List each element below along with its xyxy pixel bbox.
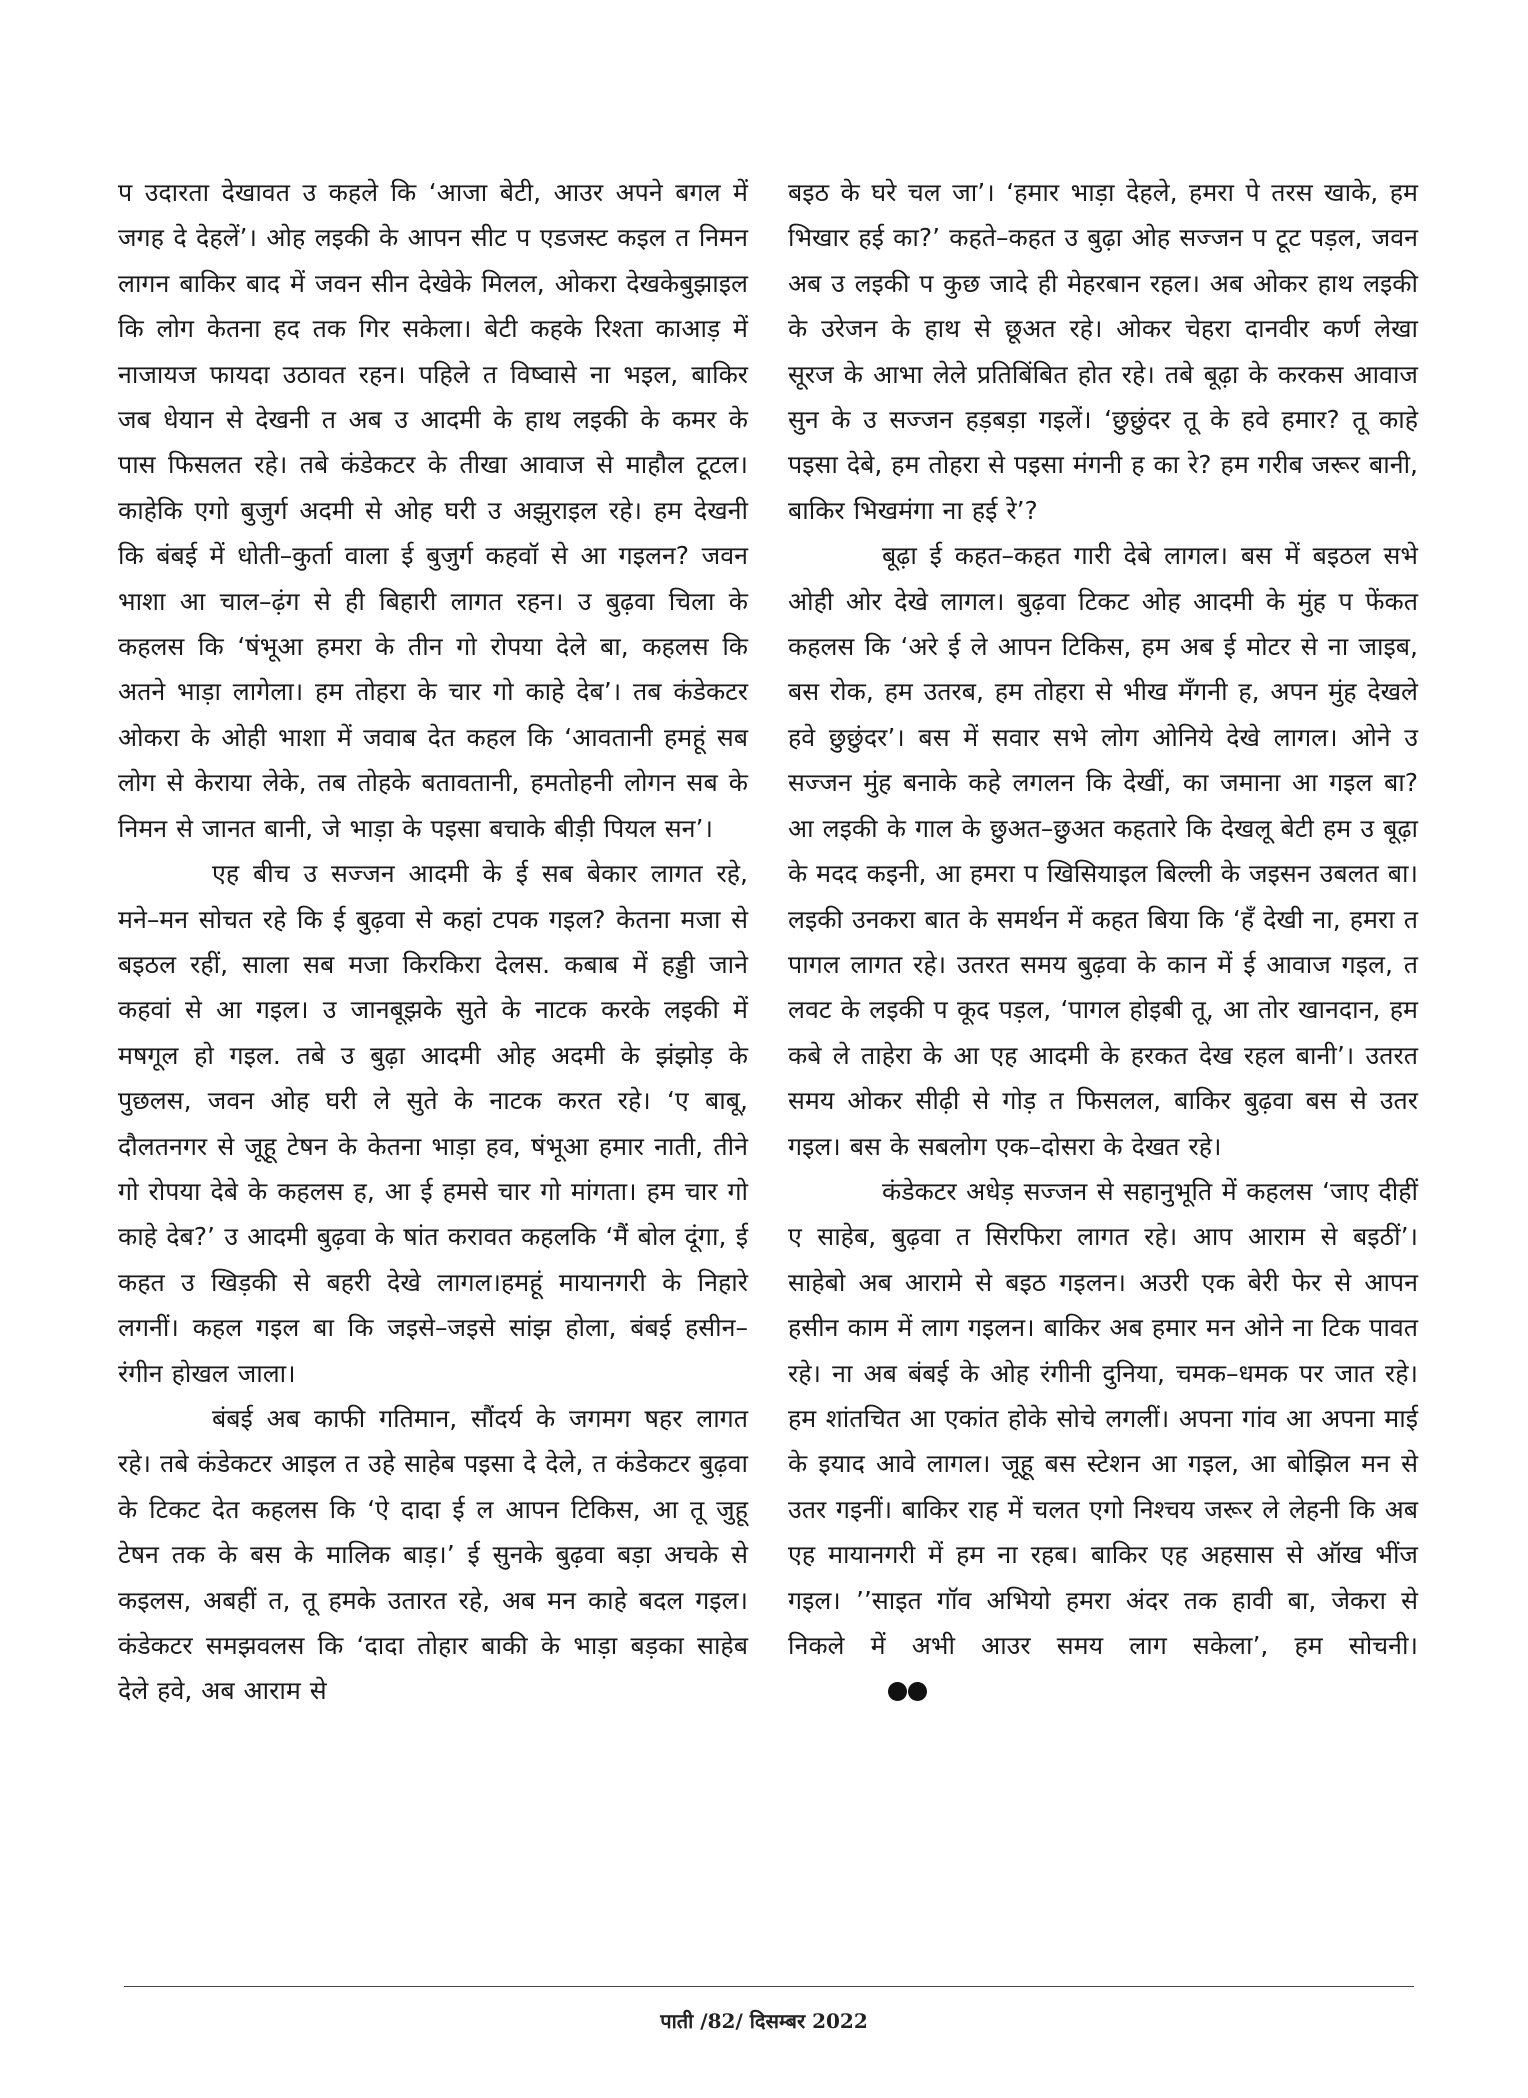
right-column (788, 170, 1418, 1714)
paragraph: बंबई अब काफी गतिमान, सौंदर्य के जगमग षहर लागत रहे। तबे कंडेकटर आइल त उहे साहेब पइसा दे देले, त कंडेकटर बुढ़वा के टिकट देत कहलस कि ‘ऐ दादा ई ल आपन टिकिस, आ तू जुहू टेषन तक के बस के मालिक बाड़।’ ई सुनके बुढ़वा बड़ा अचके से कइलस, अबहीं त, तू हमके उतारत रहे, अब मन काहे बदल गइल। कंडेकटर समझवलस कि ‘दादा तोहार बाकी के भाड़ा बड़का साहेब देले हवे, अब आराम से (118, 1403, 748, 1706)
paragraph: बूढ़ा ई कहत–कहत गारी देबे लागल। बस में बइठल सभे ओही ओर देखे लागल। बुढ़वा टिकट ओह आदमी के मुंह प फेंकत कहलस कि ‘अरे ई ले आपन टिकिस, हम अब ई मोटर से ना जाइब, बस रोक, हम उतरब, हम तोहरा से भीख मँगनी ह, अपन मुंह देखले हवे छुछुंदर’। बस में सवार सभे लोग ओनिये देखे लागल। ओने उ सज्जन मुंह बनाके कहे लगलन कि देखीं, का जमाना आ गइल बा? आ लइकी के गाल के छुअत–छुअत कहतारे कि देखलू बेटी हम उ बूढ़ा के मदद कइनी, आ हमरा प खिसियाइल बिल्ली के जइसन उबलत बा। लइकी उनकरा बात के समर्थन में कहत बिया कि ‘हँ देखी ना, हमरा त पागल लागत रहे। उतरत समय बुढ़वा के कान में ई आवाज गइल, त लवट के लइकी प कूद पड़ल, ‘पागल होइबी तू, आ तोर खानदान, हम कबे ले ताहेरा के आ एह आदमी के हरकत देख रहल बानी’। उतरत समय ओकर सीढ़ी से गोड़ त फिसलल, बाकिर बुढ़वा बस से उतर गइल। बस के सबलोग एक–दोसरा के देखत रहे। (788, 541, 1418, 1161)
paragraph: एह बीच उ सज्जन आदमी के ई सब बेकार लागत रहे, मने–मन सोचत रहे कि ई बुढ़वा से कहां टपक गइल? केतना मजा से बइठल रहीं, साला सब मजा किरकिरा देलस. कबाब में हड्डी जाने कहवां से आ गइल। उ जानबूझके सुते के नाटक करके लइकी में मषगूल हो गइल. तबे उ बुढ़ा आदमी ओह अदमी के झंझोड़ के पुछलस, जवन ओह घरी ले सुते के नाटक करत रहे। ‘ए बाबू, दौलतनगर से जूहू टेषन के केतना भाड़ा हव, षंभूआ हमार नाती, तीने गो रोपया देबे के कहलस ह, आ ई हमसे चार गो मांगता। हम चार गो काहे देब?’ उ आदमी बुढ़वा के षांत करावत कहलकि ‘मैं बोल दूंगा, ई कहत उ खिड़की से बहरी देखे लागल।हमहूं मायानगरी के निहारे लगनीं। कहल गइल बा कि जइसे–जइसे सांझ होला, बंबई हसीन–रंगीन होखल जाला। (118, 859, 748, 1388)
paragraph-last (788, 1169, 1418, 1714)
paragraph: बइठ के घरे चल जा’। ‘हमार भाड़ा देहले, हमरा पे तरस खाके, हम भिखार हई का?’ कहते–कहत उ बुढ़ा ओह सज्जन प टूट पड़ल, जवन अब उ लइकी प कुछ जादे ही मेहरबान रहल। अब ओकर हाथ लइकी के उरेजन के हाथ से छूअत रहे। ओकर चेहरा दानवीर कर्ण लेखा सूरज के आभा लेले प्रतिबिंबित होत रहे। तबे बूढ़ा के करकस आवाज सुन के उ सज्जन हड़बड़ा गइलें। ‘छुछुंदर तू के हवे हमार? तू काहे पइसा देबे, हम तोहरा से पइसा मंगनी ह का रे? हम गरीब जरूर बानी, बाकिर भिखमंगा ना हई रे’? (788, 178, 1418, 525)
left-column (118, 170, 748, 1714)
page-footer: पाती /82/ दिसम्बर 2022 (660, 2009, 868, 2033)
paragraph: प उदारता देखावत उ कहले कि ‘आजा बेटी, आउर अपने बगल में जगह दे देहलें’। ओह लइकी के आपन सीट प एडजस्ट कइल त निमन लागन बाकिर बाद में जवन सीन देखेके मिलल, ओकरा देखकेबुझाइल कि लोग केतना हद तक गिर सकेला। बेटी कहके रिश्ता काआड़ में नाजायज फायदा उठावत रहन। पहिले त विष्वासे ना भइल, बाकिर जब धेयान से देखनी त अब उ आदमी के हाथ लइकी के कमर के पास फिसलत रहे। तबे कंडेकटर के तीखा आवाज से माहौल टूटल। काहेकि एगो बुजुर्ग अदमी से ओह घरी उ अझुराइल रहे। हम देखनी कि बंबई में धोती–कुर्ता वाला ई बुजुर्ग कहवॉ से आ गइलन? जवन भाशा आ चाल–ढ़ंग से ही बिहारी लागत रहन। उ बुढ़वा चिला के कहलस कि ‘षंभूआ हमरा के तीन गो रोपया देले बा, कहलस कि अतने भाड़ा लागेला। हम तोहरा के चार गो काहे देब’। तब कंडेकटर ओकरा के ओही भाशा में जवाब देत कहल कि ‘आवतानी हमहूं सब लोग से केराया लेके, तब तोहके बतावतानी, हमतोहनी लोगन सब के निमन से जानत बानी, जे भाड़ा के पइसा बचाके बीड़ी पियल सन’। (118, 178, 748, 843)
footer-divider (124, 1986, 1414, 1987)
end-mark-icon (794, 1668, 928, 1713)
paragraph-last-text: कंडेकटर अधेड़ सज्जन से सहानुभूति में कहलस ‘जाए दीहीं ए साहेब, बुढ़वा त सिरफिरा लागत रहे। आप आराम से बइठीं’। साहेबो अब आरामे से बइठ गइलन। अउरी एक बेरी फेर से आपन हसीन काम में लाग गइलन। बाकिर अब हमार मन ओने ना टिक पावत रहे। ना अब बंबई के ओह रंगीनी दुनिया, चमक–धमक पर जात रहे। हम शांतचित आ एकांत होके सोचे लगलीं। अपना गांव आ अपना माई के इयाद आवे लागल। जूहू बस स्टेशन आ गइल, आ बोझिल मन से उतर गइनीं। बाकिर राह में चलत एगो निश्चय जरूर ले लेहनी कि अब एह मायानगरी में हम ना रहब। बाकिर एह अहसास से ऑख भींज गइल। ’’साइत गॉव अभियो हमरा अंदर तक हावी बा, जेकरा से निकले में अभी आउर समय लाग सकेला’, हम सोचनी। (788, 1176, 1418, 1660)
